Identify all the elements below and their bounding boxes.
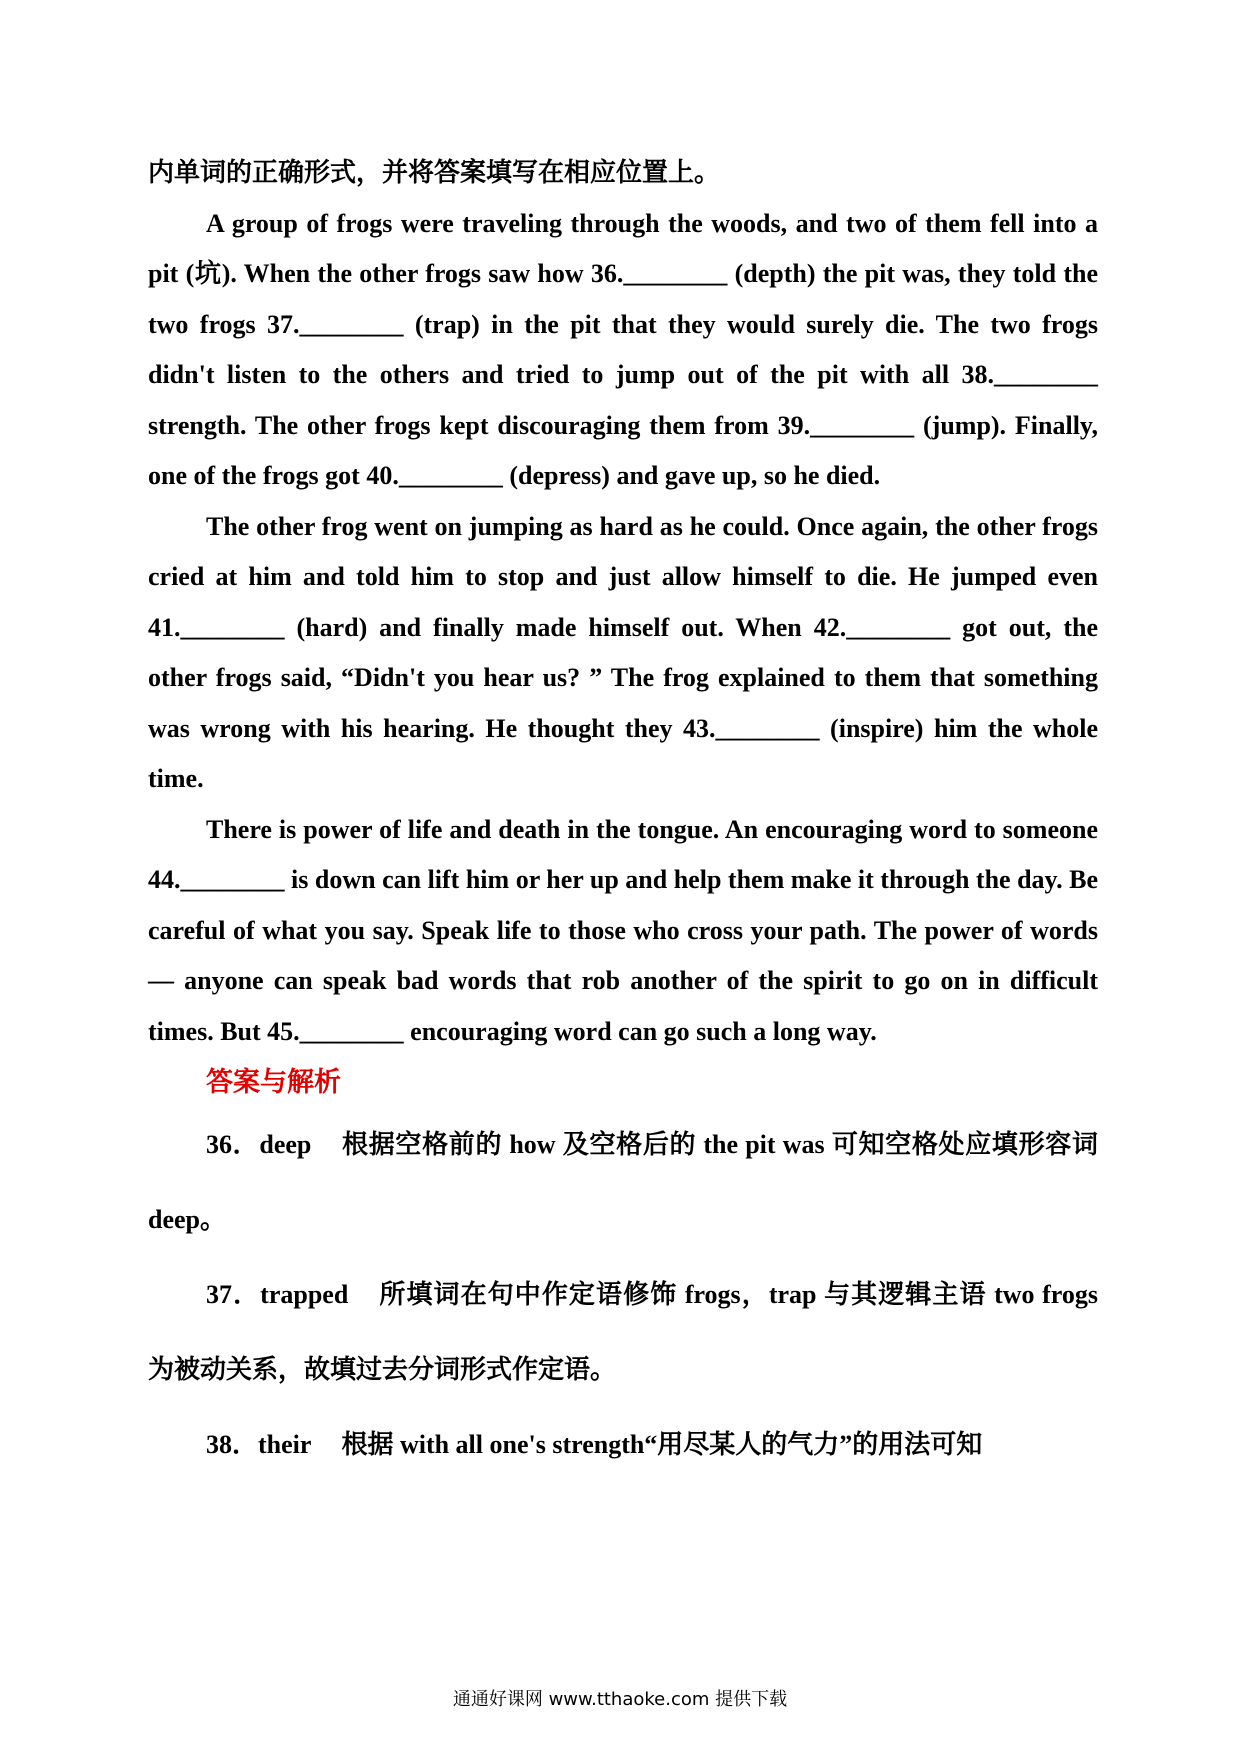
answer-item-36 <box>148 1107 1098 1257</box>
intro-line: 内单词的正确形式，并将答案填写在相应位置上。 <box>148 158 721 187</box>
answer-item-38 <box>148 1407 1098 1482</box>
document-page <box>148 148 1098 1482</box>
answer-number: 38．their <box>206 1430 312 1459</box>
answer-number: 37．trapped <box>206 1280 349 1309</box>
answer-item-37 <box>148 1257 1098 1407</box>
answer-explanation: 所填词在句中作定语修饰 frogs，trap 与其逻辑主语 two frogs 为被动关系，故填过去分词形式作定语。 <box>148 1280 1098 1384</box>
passage-paragraph-2: The other frog went on jumping as hard as he could. Once again, the other frogs cried at him and told him to stop and just allow himself to die. He jumped even 41.________ (hard) and finally made himself out. When 42.________ got out, the other frogs said, “Didn't you hear us? ” The frog explained to them that something was wrong with his hearing. He thought they 43.________ (inspire) him the whole time. <box>148 511 1098 793</box>
answer-number: 36．deep <box>206 1130 312 1159</box>
answers-heading: 答案与解析 <box>206 1067 341 1097</box>
answer-explanation: 根据 with all one's strength“用尽某人的气力”的用法可知 <box>341 1430 983 1459</box>
answer-explanation: 根据空格前的 how 及空格后的 the pit was 可知空格处应填形容词 deep。 <box>148 1130 1098 1234</box>
passage-paragraph-1: A group of frogs were traveling through the woods, and two of them fell into a pit (坑). When the other frogs saw how 36.________ (depth) the pit was, they told the two frogs 37.________ (trap) in the pit that they would surely die. The two frogs didn't listen to the others and tried to jump out of the pit with all 38.________ strength. The other frogs kept discouraging them from 39.________ (jump). Finally, one of the frogs got 40.________ (depress) and gave up, so he died. <box>148 208 1098 490</box>
passage-paragraph-3: There is power of life and death in the tongue. An encouraging word to someone 44.________ is down can lift him or her up and help them make it through the day. Be careful of what you say. Speak life to those who cross your path. The power of words — anyone can speak bad words that rob another of the spirit to go on in difficult times. But 45.________ encouraging word can go such a long way. <box>148 814 1098 1046</box>
page-footer: 通通好课网 www.tthaoke.com 提供下载 <box>452 1689 788 1710</box>
